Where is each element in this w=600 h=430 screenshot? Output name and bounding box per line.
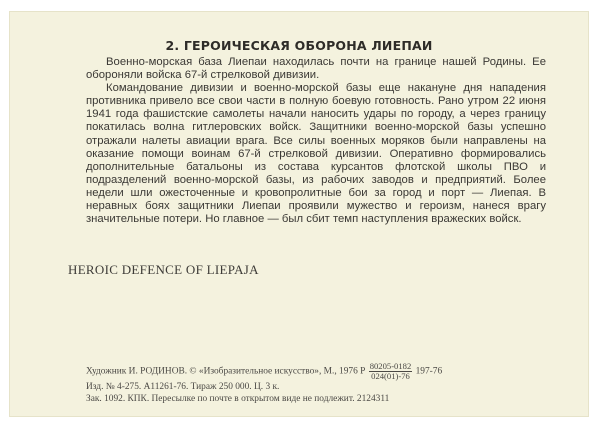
english-title: HEROIC DEFENCE OF LIEPAJA (68, 262, 259, 277)
imprint-artist-publisher: Художник И. РОДИНОВ. © «Изобразительное искусство», М., 1976 Р (86, 366, 366, 377)
imprint-line-2: Изд. № 4-275. А11261-76. Тираж 250 000. Ц. 3 к. (86, 382, 280, 392)
imprint-line-1 (86, 362, 556, 381)
page-title: 2. ГЕРОИЧЕСКАЯ ОБОРОНА ЛИЕПАИ (165, 38, 433, 53)
fraction-denominator: 024(01)-76 (371, 371, 410, 381)
imprint-code: 197-76 (415, 366, 443, 377)
imprint-line-3: Зак. 1092. КПК. Пересылке по почте в открытом виде не подлежит. 2124311 (86, 394, 390, 404)
postcard-back (10, 12, 588, 416)
description-text (86, 56, 546, 226)
imprint-index-fraction (369, 362, 413, 381)
publisher-imprint (86, 362, 556, 405)
paragraph-2: Командование дивизии и военно-морской базы еще накануне дня нападения противника привело все свои части в полную боевую готовность. Рано утром 22 июня 1941 года фашистские самолеты начали наносить удары по городу, а через границу покатилась волна гитлеровских войск. Защитники военно-морской базы успешно отражали налеты авиации врага. Все силы военных моряков были направлены на оказание помощи воинам 67-й стрелковой дивизии. Оперативно формировались дополнительные батальоны из состава курсантов флотской школы ПВО и подразделений военно-морской базы, из рабочих заводов и предприятий. Более недели шли ожесточенные и кровопролитные бои за город и порт — Лиепая. В неравных боях защитники Лиепаи проявили мужество и героизм, нанеся врагу значительные потери. Но главное — был сбит темп наступления вражеских войск. (86, 82, 546, 226)
fraction-numerator: 80205-0182 (369, 361, 412, 371)
paragraph-1: Военно-морская база Лиепаи находилась почти на границе нашей Родины. Ее обороняли войска 67-й стрелковой дивизии. (86, 56, 546, 82)
